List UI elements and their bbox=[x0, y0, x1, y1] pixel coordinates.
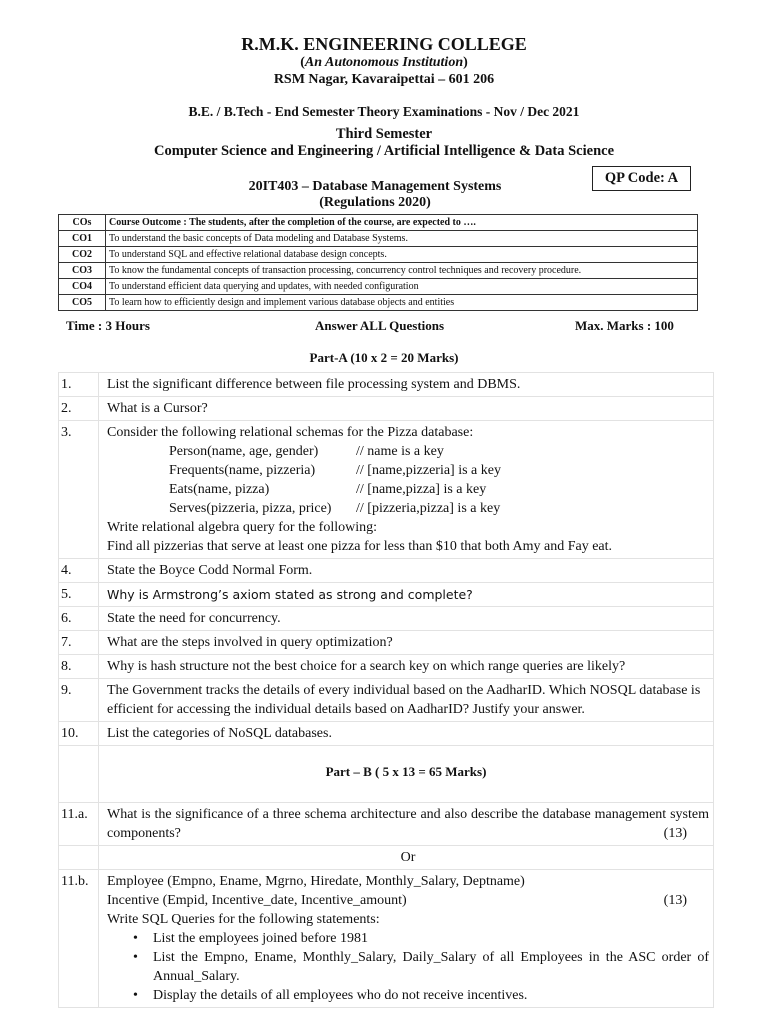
question-row bbox=[59, 722, 714, 746]
q11b-bullets bbox=[107, 929, 709, 1005]
co-header-text: Course Outcome : The students, after the completion of the course, are expected to …. bbox=[106, 215, 698, 231]
co-code: CO3 bbox=[59, 263, 106, 279]
question-text: List the significant difference between file processing system and DBMS. bbox=[99, 373, 714, 397]
question-text: Why is Armstrong’s axiom stated as strong and complete? bbox=[99, 583, 714, 607]
question-row bbox=[59, 559, 714, 583]
college-address: RSM Nagar, Kavaraipettai – 601 206 bbox=[273, 72, 495, 87]
question-number: 1. bbox=[59, 373, 99, 397]
empty-cell bbox=[59, 746, 99, 803]
question-text: State the Boyce Codd Normal Form. bbox=[99, 559, 714, 583]
bullet-item: • Display the details of all employees who do not receive incentives. bbox=[153, 986, 709, 1005]
co-code: CO1 bbox=[59, 231, 106, 247]
question-text: The Government tracks the details of every individual based on the AadharID. Which NOSQL database is efficient for accessing the individual details based on AadharID? Justify your answer. bbox=[99, 679, 714, 722]
co-row bbox=[59, 279, 698, 295]
question-number: 11.a. bbox=[59, 803, 99, 846]
question-text bbox=[99, 421, 714, 559]
question-number: 11.b. bbox=[59, 870, 99, 1008]
q11a-text: What is the significance of a three schema architecture and also describe the database management system components? bbox=[107, 807, 709, 841]
schema-note: // [name,pizzeria] is a key bbox=[356, 463, 501, 478]
schema-row bbox=[107, 480, 709, 499]
schema-row bbox=[107, 499, 709, 518]
question-number: 7. bbox=[59, 631, 99, 655]
or-separator: Or bbox=[99, 846, 714, 870]
q3-intro: Consider the following relational schemas for the Pizza database: bbox=[107, 425, 474, 440]
question-text: Why is hash structure not the best choice for a search key on which range queries are likely? bbox=[99, 655, 714, 679]
question-number: 4. bbox=[59, 559, 99, 583]
schema-relation: Eats(name, pizza) bbox=[169, 482, 270, 497]
co-code: CO4 bbox=[59, 279, 106, 295]
q11b-line2: Incentive (Empid, Incentive_date, Incentive_amount) bbox=[107, 893, 407, 908]
qp-code-box: QP Code: A bbox=[592, 166, 691, 191]
question-number: 6. bbox=[59, 607, 99, 631]
q3-line1: Write relational algebra query for the following: bbox=[107, 520, 377, 535]
regulations: (Regulations 2020) bbox=[319, 195, 431, 210]
co-text: To know the fundamental concepts of transaction processing, concurrency control techniques and recovery procedure. bbox=[106, 263, 698, 279]
q11b-line1: Employee (Empno, Ename, Mgrno, Hiredate, Monthly_Salary, Deptname) bbox=[107, 874, 525, 889]
autonomous-text: An Autonomous Institution bbox=[304, 55, 464, 70]
schema-note: // [pizzeria,pizza] is a key bbox=[356, 501, 501, 516]
bullet-item: • List the Empno, Ename, Monthly_Salary, Daily_Salary of all Employees in the ASC order of Annual_Salary. bbox=[153, 948, 709, 986]
question-row bbox=[59, 397, 714, 421]
question-number: 5. bbox=[59, 583, 99, 607]
co-row bbox=[59, 263, 698, 279]
answer-all-instruction: Answer ALL Questions bbox=[315, 318, 445, 333]
question-number: 10. bbox=[59, 722, 99, 746]
question-row bbox=[59, 679, 714, 722]
question-row bbox=[59, 373, 714, 397]
college-name: R.M.K. ENGINEERING COLLEGE bbox=[241, 34, 527, 54]
q11b-line2-row bbox=[107, 891, 709, 910]
question-text: What are the steps involved in query optimization? bbox=[99, 631, 714, 655]
schema-row bbox=[107, 442, 709, 461]
q11a-marks: (13) bbox=[663, 826, 687, 841]
department: Computer Science and Engineering / Artificial Intelligence & Data Science bbox=[153, 143, 615, 159]
question-row bbox=[59, 803, 714, 846]
co-code: CO5 bbox=[59, 295, 106, 311]
q11b-line3: Write SQL Queries for the following statements: bbox=[107, 912, 380, 927]
question-row bbox=[59, 583, 714, 607]
question-row bbox=[59, 870, 714, 1008]
schema-relation: Person(name, age, gender) bbox=[169, 444, 319, 459]
co-text: To understand SQL and effective relational database design concepts. bbox=[106, 247, 698, 263]
schema-relation: Frequents(name, pizzeria) bbox=[169, 463, 316, 478]
co-header-code: COs bbox=[59, 215, 106, 231]
bullet-item: • List the employees joined before 1981 bbox=[153, 929, 709, 948]
part-a-title: Part-A (10 x 2 = 20 Marks) bbox=[309, 350, 459, 365]
co-row bbox=[59, 231, 698, 247]
semester: Third Semester bbox=[335, 126, 433, 142]
autonomous-line: (An Autonomous Institution) bbox=[300, 55, 468, 70]
part-b-title-row bbox=[59, 746, 714, 803]
or-row bbox=[59, 846, 714, 870]
question-text: List the categories of NoSQL databases. bbox=[99, 722, 714, 746]
co-row bbox=[59, 295, 698, 311]
question-number: 8. bbox=[59, 655, 99, 679]
q3-line2: Find all pizzerias that serve at least one pizza for less than $10 that both Amy and Fay eat. bbox=[107, 539, 613, 554]
question-row bbox=[59, 631, 714, 655]
max-marks: Max. Marks : 100 bbox=[575, 318, 674, 333]
co-table-header bbox=[59, 215, 698, 231]
question-text: What is a Cursor? bbox=[99, 397, 714, 421]
schema-note: // name is a key bbox=[356, 444, 444, 459]
exam-duration: Time : 3 Hours bbox=[66, 318, 150, 333]
part-b-title: Part – B ( 5 x 13 = 65 Marks) bbox=[99, 746, 714, 803]
co-row bbox=[59, 247, 698, 263]
question-row bbox=[59, 421, 714, 559]
course-outcome-table bbox=[58, 214, 698, 311]
co-text: To understand efficient data querying and updates, with needed configuration bbox=[106, 279, 698, 295]
schema-relation: Serves(pizzeria, pizza, price) bbox=[169, 501, 332, 516]
co-code: CO2 bbox=[59, 247, 106, 263]
co-text: To learn how to efficiently design and implement various database objects and entities bbox=[106, 295, 698, 311]
schema-note: // [name,pizza] is a key bbox=[356, 482, 487, 497]
question-text: State the need for concurrency. bbox=[99, 607, 714, 631]
schema-row bbox=[107, 461, 709, 480]
question-number: 2. bbox=[59, 397, 99, 421]
q11b-marks: (13) bbox=[663, 893, 687, 908]
co-text: To understand the basic concepts of Data modeling and Database Systems. bbox=[106, 231, 698, 247]
question-row bbox=[59, 607, 714, 631]
question-row bbox=[59, 655, 714, 679]
empty-cell bbox=[59, 846, 99, 870]
question-number: 9. bbox=[59, 679, 99, 722]
question-table bbox=[58, 372, 714, 1008]
exam-title: B.E. / B.Tech - End Semester Theory Examinations - Nov / Dec 2021 bbox=[188, 104, 580, 119]
course-title: 20IT403 – Database Management Systems bbox=[248, 179, 502, 194]
question-text bbox=[99, 870, 714, 1008]
question-number: 3. bbox=[59, 421, 99, 559]
question-text bbox=[99, 803, 714, 846]
